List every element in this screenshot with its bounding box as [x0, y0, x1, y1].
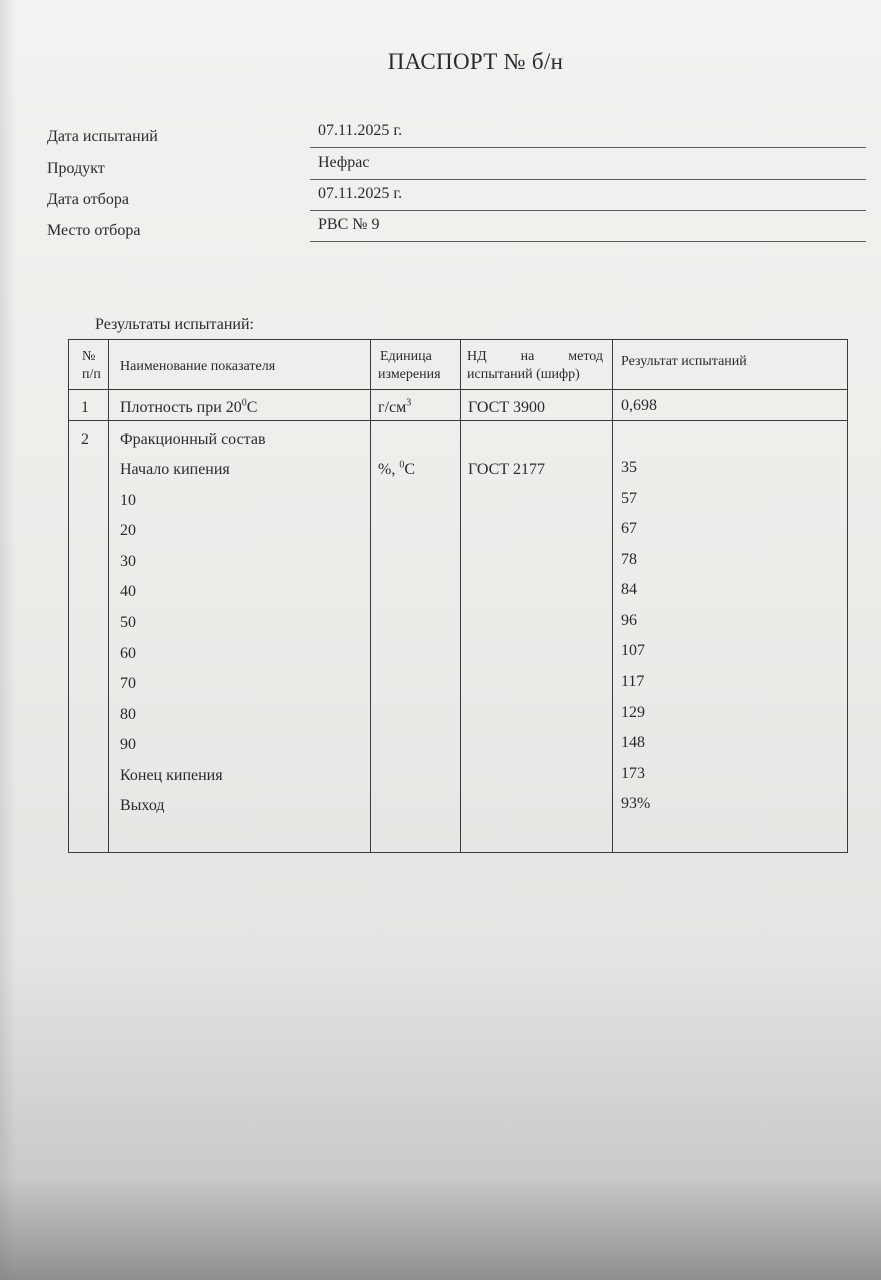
row1-name — [120, 399, 257, 417]
row2-num: 2 — [81, 431, 89, 448]
row1-num: 1 — [81, 399, 89, 416]
field-label-test-date: Дата испытаний — [47, 128, 158, 145]
row2-method: ГОСТ 2177 — [468, 461, 546, 478]
field-value-sampling-place: РВС № 9 — [318, 216, 380, 233]
header-num — [82, 348, 101, 384]
row1-name-sup: 0 — [241, 397, 247, 409]
field-label-sampling-date: Дата отбора — [47, 191, 129, 208]
fraction-result: 107 — [621, 642, 645, 659]
column-divider — [460, 340, 461, 852]
fraction-name: 90 — [120, 736, 136, 753]
fraction-result: 84 — [621, 581, 637, 598]
row1-unit-base: г/см — [378, 399, 407, 416]
row1-method: ГОСТ 3900 — [468, 399, 546, 416]
field-underline — [310, 241, 866, 242]
header-num-line1: № — [82, 349, 96, 364]
fraction-result: 96 — [621, 612, 637, 629]
header-nd-line2: испытаний (шифр) — [467, 367, 580, 382]
header-nd-line1 — [467, 348, 603, 366]
field-underline — [310, 179, 866, 180]
fraction-name: 60 — [120, 645, 136, 662]
row1-name-unit: С — [246, 399, 258, 416]
field-label-product: Продукт — [47, 160, 105, 177]
page-shadow — [0, 0, 16, 1280]
fraction-name: Выход — [120, 797, 165, 814]
header-unit-line2: измерения — [378, 367, 441, 382]
fraction-result: 78 — [621, 551, 637, 568]
fraction-result: 129 — [621, 704, 645, 721]
fraction-result: 93% — [621, 795, 651, 812]
header-unit — [378, 348, 441, 384]
row2-group-name: Фракционный состав — [120, 431, 266, 448]
header-nd-word: НД — [467, 349, 487, 364]
field-value-sampling-date: 07.11.2025 г. — [318, 185, 403, 202]
header-result: Результат испытаний — [621, 354, 747, 369]
column-divider — [108, 340, 109, 852]
header-nd-word: метод — [568, 349, 603, 364]
row1-unit-sup: 3 — [406, 397, 412, 409]
header-num-line2: п/п — [82, 367, 101, 382]
fraction-result: 57 — [621, 490, 637, 507]
field-label-sampling-place: Место отбора — [47, 222, 141, 239]
row2-unit — [378, 461, 415, 479]
fraction-result: 148 — [621, 734, 645, 751]
row2-unit-text: %, — [378, 461, 400, 478]
fraction-name: 20 — [120, 522, 136, 539]
header-nd-word: на — [520, 349, 535, 364]
row1-unit — [378, 399, 411, 417]
fraction-name: 80 — [120, 706, 136, 723]
fraction-name: 40 — [120, 583, 136, 600]
fraction-result: 35 — [621, 459, 637, 476]
field-value-test-date: 07.11.2025 г. — [318, 122, 403, 139]
row2-unit-suffix: С — [404, 461, 415, 478]
field-underline — [310, 210, 866, 211]
fraction-name: Конец кипения — [120, 767, 223, 784]
header-name: Наименование показателя — [120, 359, 276, 374]
header-unit-line1: Единица — [380, 349, 432, 364]
row-divider — [69, 420, 847, 421]
fraction-name: 70 — [120, 675, 136, 692]
fraction-name: 10 — [120, 492, 136, 509]
document-title: ПАСПОРТ № б/н — [387, 49, 564, 74]
header-nd-method — [467, 348, 603, 384]
results-table — [68, 339, 848, 853]
results-caption: Результаты испытаний: — [95, 316, 254, 333]
fraction-result: 117 — [621, 673, 645, 690]
field-value-product: Нефрас — [318, 154, 370, 171]
row2-unit-sup: 0 — [399, 459, 405, 471]
field-underline — [310, 147, 866, 148]
fraction-result: 67 — [621, 520, 637, 537]
fraction-name: 30 — [120, 553, 136, 570]
column-divider — [370, 340, 371, 852]
fraction-name: Начало кипения — [120, 461, 230, 478]
column-divider — [612, 340, 613, 852]
row1-name-text: Плотность при 20 — [120, 399, 242, 416]
fraction-name: 50 — [120, 614, 136, 631]
fraction-result: 173 — [621, 765, 645, 782]
row-divider — [69, 389, 847, 390]
row1-result: 0,698 — [621, 397, 657, 414]
